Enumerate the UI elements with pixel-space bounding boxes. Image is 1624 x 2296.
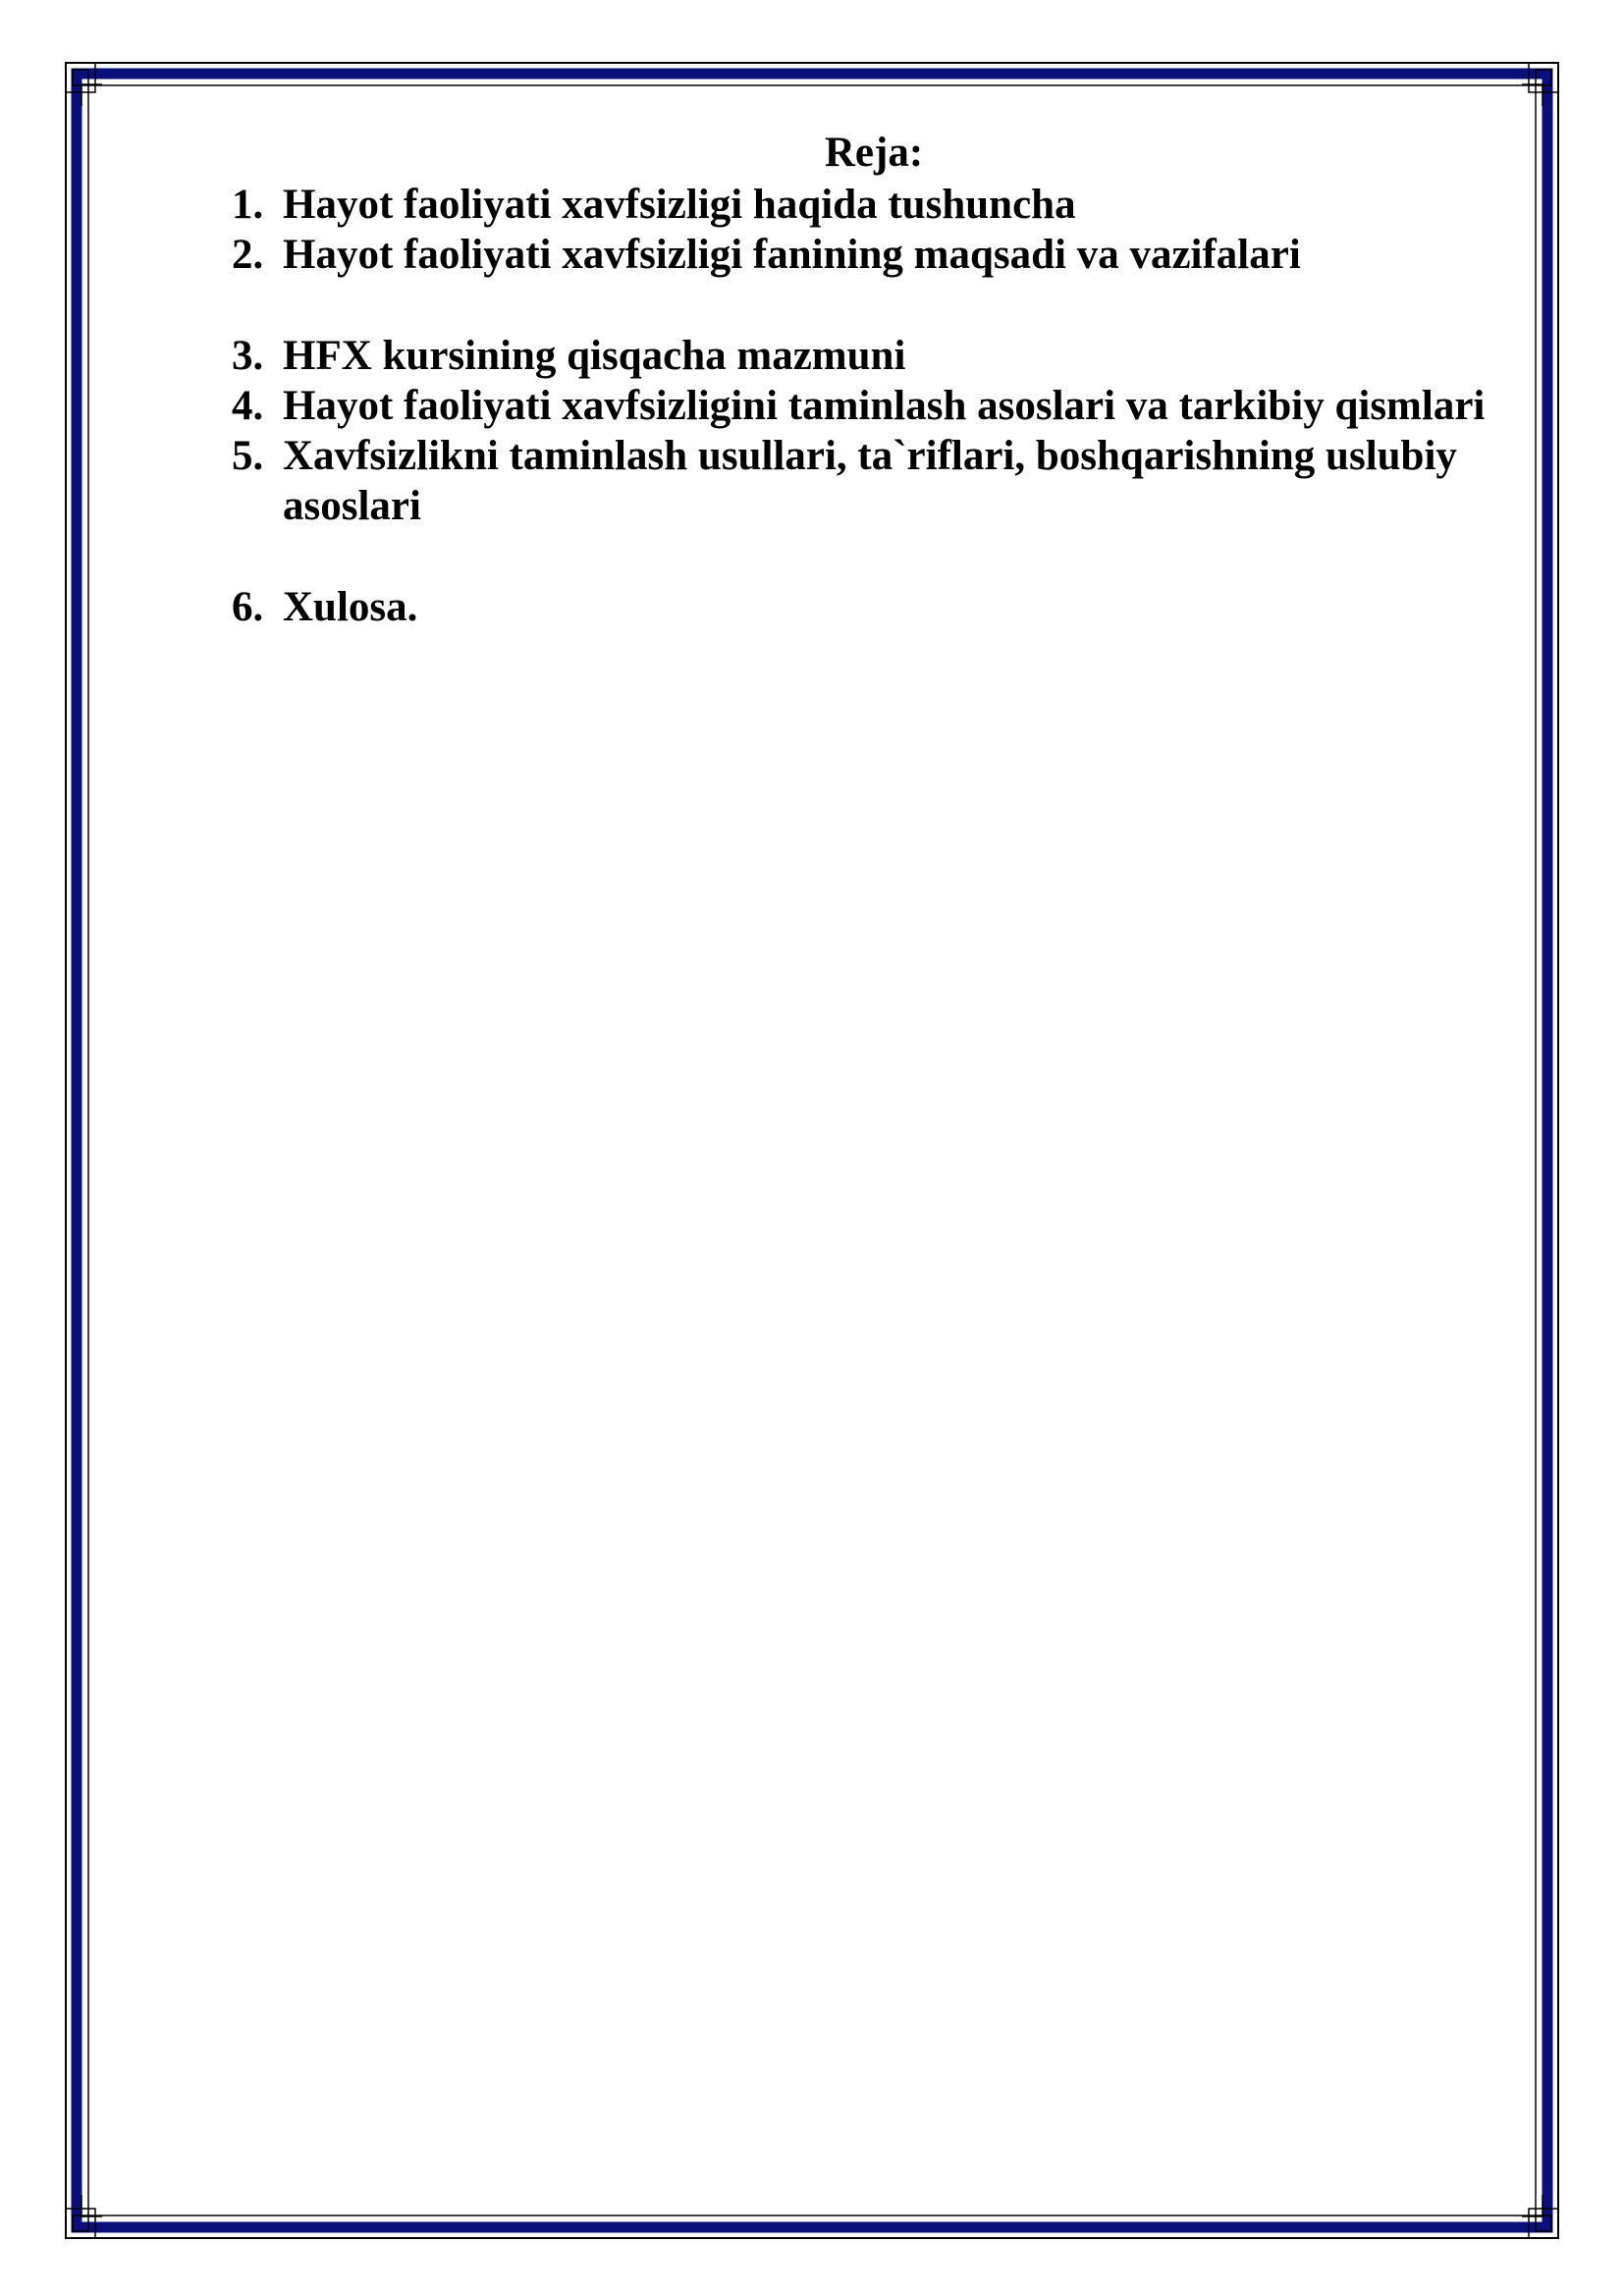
item-number: 1. xyxy=(232,182,264,228)
list-item xyxy=(232,431,1528,531)
item-text: Xavfsizlikni taminlash usullari, ta`riflari, boshqarishning uslubiy asoslari xyxy=(283,433,1457,529)
item-text: HFX kursining qisqacha mazmuni xyxy=(283,333,906,379)
item-number: 3. xyxy=(232,333,264,379)
page-title: Reja: xyxy=(824,130,924,176)
item-number: 2. xyxy=(232,232,264,278)
plan-list xyxy=(232,180,1528,632)
item-text: Hayot faoliyati xavfsizligi fanining maqsadi va vazifalari xyxy=(283,232,1301,278)
item-text: Xulosa. xyxy=(283,584,418,630)
list-item xyxy=(232,230,1528,280)
item-number: 5. xyxy=(232,433,264,479)
list-item xyxy=(232,582,1528,632)
list-item xyxy=(232,331,1528,381)
list-item xyxy=(232,180,1528,230)
item-number: 4. xyxy=(232,383,264,429)
item-text: Hayot faoliyati xavfsizligini taminlash asoslari va tarkibiy qismlari xyxy=(283,383,1486,429)
list-item xyxy=(232,381,1528,431)
item-number: 6. xyxy=(232,584,264,630)
item-text: Hayot faoliyati xavfsizligi haqida tushuncha xyxy=(283,182,1076,228)
